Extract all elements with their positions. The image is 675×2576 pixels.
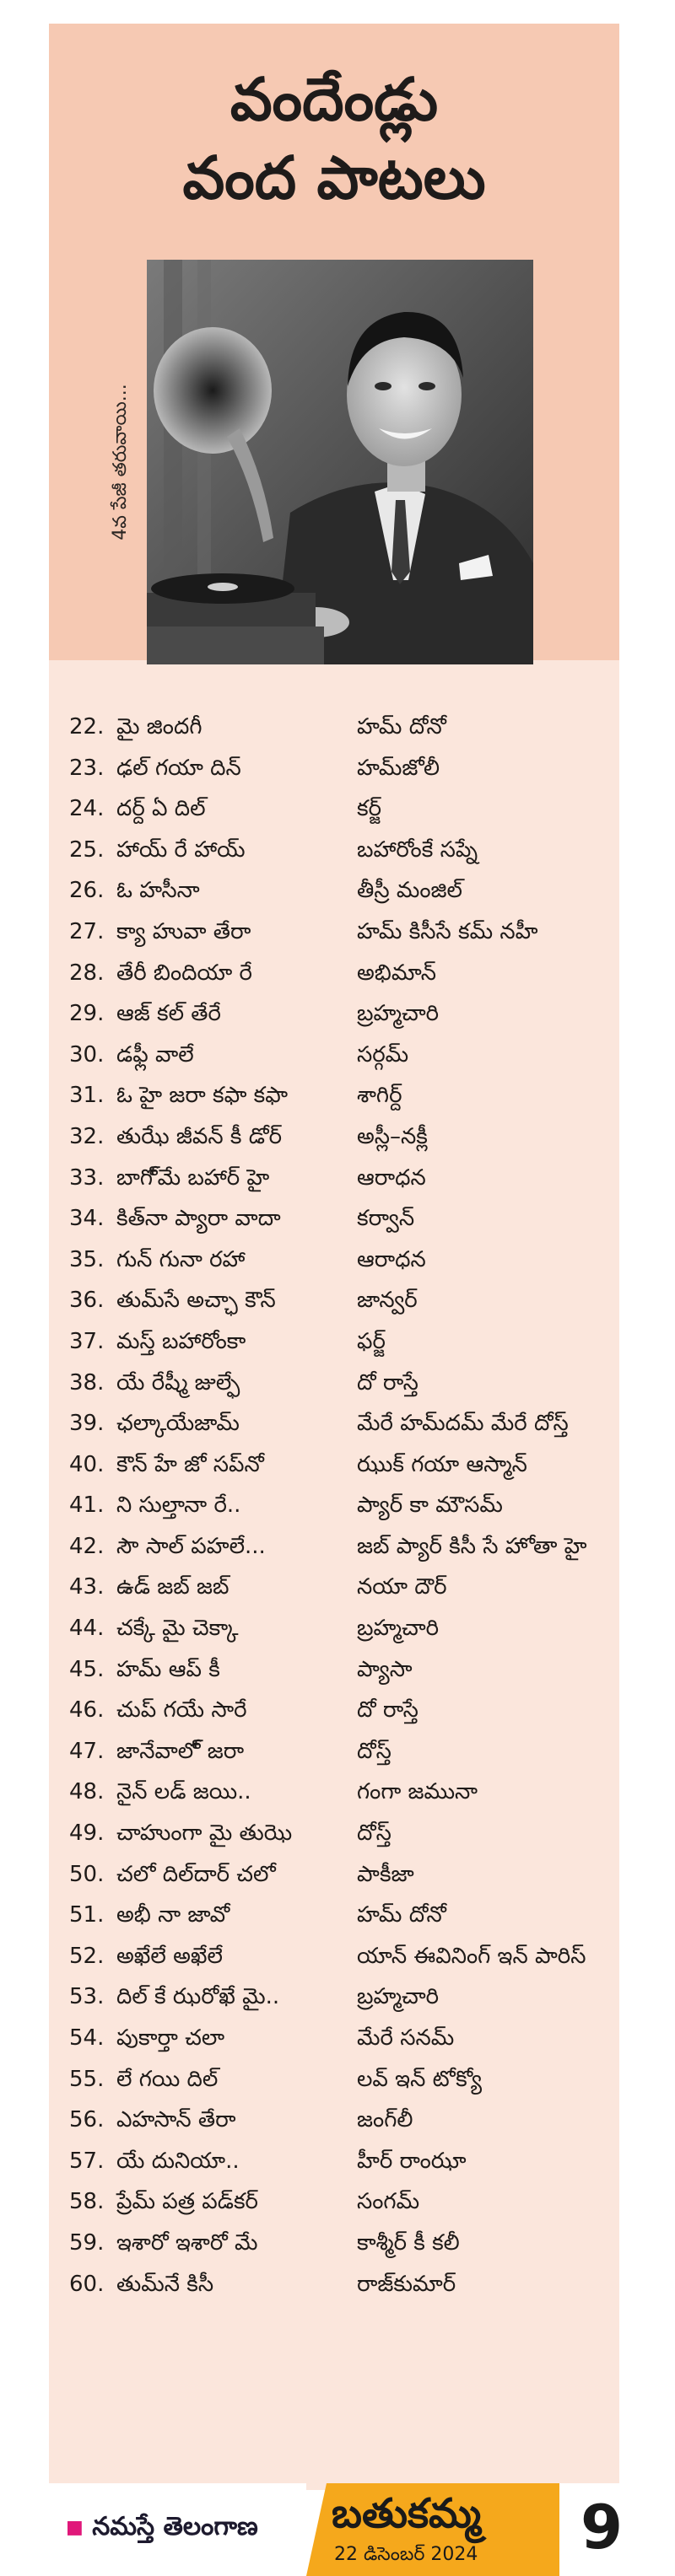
song-row — [49, 993, 619, 1035]
film-title: ఝుక్ గయా ఆస్మాన్ — [357, 1451, 527, 1477]
song-number: 51. — [69, 1902, 105, 1928]
film-title: దోస్త్ — [357, 1738, 392, 1764]
film-title: హీర్ రాంఝా — [357, 2148, 467, 2174]
song-title: కౌన్ హే జో సప్‌నో — [116, 1451, 264, 1477]
song-row — [49, 2100, 619, 2141]
film-title: దో రాస్తే — [357, 1697, 418, 1724]
song-number: 55. — [69, 2066, 105, 2092]
article-header — [49, 24, 619, 660]
song-number: 36. — [69, 1288, 105, 1314]
song-title: చాహుంగా మై తుఝె — [116, 1820, 293, 1847]
song-title: ని సుల్తానా రే.. — [116, 1492, 241, 1519]
song-row — [49, 1690, 619, 1731]
page-footer — [49, 2483, 675, 2576]
song-title: అభీ నా జావో — [116, 1902, 230, 1928]
film-title: హమ్‌జోలీ — [357, 755, 440, 781]
film-title: బ్రహ్మచారి — [357, 1984, 440, 2010]
song-title: మస్త్ బహారోంకా — [116, 1328, 246, 1354]
song-row — [49, 2141, 619, 2182]
song-number: 25. — [69, 836, 105, 863]
film-title: హమ్ కిసీసే కమ్ నహీ — [357, 918, 538, 944]
song-row — [49, 1444, 619, 1486]
film-title: గంగా జమునా — [357, 1779, 478, 1805]
song-row — [49, 1240, 619, 1281]
film-title: బ్రహ్మచారి — [357, 1001, 440, 1027]
song-title: చక్కే మై చెక్కా — [116, 1616, 239, 1642]
song-title: చుప్ గయే సారే — [116, 1697, 247, 1724]
song-number: 35. — [69, 1246, 105, 1272]
song-list — [49, 707, 619, 2304]
section-name: బతుకమ్మ — [332, 2490, 482, 2537]
song-number: 52. — [69, 1943, 105, 1969]
song-row — [49, 1772, 619, 1813]
song-number: 23. — [69, 755, 105, 781]
song-row — [49, 1158, 619, 1199]
song-number: 22. — [69, 714, 105, 739]
song-row — [49, 1649, 619, 1691]
song-row — [49, 870, 619, 912]
film-title: అస్లీ–నక్లీ — [357, 1123, 428, 1149]
film-title: కాశ్మీర్ కీ కలీ — [357, 2229, 460, 2256]
singer-photo — [147, 260, 533, 664]
song-number: 33. — [69, 1164, 105, 1191]
song-row — [49, 1485, 619, 1526]
song-title: లే గయి దిల్ — [116, 2066, 219, 2092]
article-page — [49, 24, 619, 2490]
song-number: 54. — [69, 2025, 105, 2051]
song-number: 44. — [69, 1616, 105, 1642]
song-row — [49, 1936, 619, 1977]
song-number: 59. — [69, 2229, 105, 2256]
headline-line-1: వందేండ్లు — [230, 65, 439, 134]
song-row — [49, 830, 619, 871]
song-title: హాయ్ రే హాయ్ — [116, 836, 246, 863]
song-title: ఓ హై జరా కఫా కఫా — [116, 1083, 289, 1109]
continuation-caption: 4వ పేజీ తరువాయి... — [110, 384, 131, 540]
song-number: 40. — [69, 1451, 105, 1477]
song-row — [49, 1526, 619, 1568]
song-number: 32. — [69, 1123, 105, 1149]
film-title: మేరే సనమ్ — [357, 2025, 455, 2051]
song-row — [49, 1976, 619, 2018]
song-row — [49, 1731, 619, 1772]
film-title: ఆరాధన — [357, 1246, 426, 1272]
film-title: శాగిర్ద్ — [357, 1083, 402, 1109]
song-title: ఛల్కాయేజామ్ — [116, 1411, 240, 1437]
song-title: కిత్‌నా ప్యారా వాదా — [116, 1206, 281, 1232]
film-title: తీస్రీ మంజిల్ — [357, 878, 462, 904]
song-number: 56. — [69, 2107, 105, 2133]
song-number: 29. — [69, 1001, 105, 1027]
song-title: మై జిందగీ — [116, 714, 202, 739]
song-number: 38. — [69, 1369, 105, 1396]
song-title: తుఝే జీవన్ కీ డోర్ — [116, 1123, 283, 1149]
song-row — [49, 1075, 619, 1116]
song-number: 48. — [69, 1779, 105, 1805]
song-title: జానేవాలో్ జరా — [116, 1738, 245, 1764]
song-number: 42. — [69, 1533, 105, 1559]
song-title: డఫ్లీ వాలే — [116, 1041, 194, 1068]
song-row — [49, 707, 619, 748]
film-title: లవ్ ఇన్ టోక్యో — [357, 2066, 482, 2092]
song-row — [49, 2223, 619, 2264]
song-number: 57. — [69, 2148, 105, 2174]
song-number: 53. — [69, 1984, 105, 2010]
song-row — [49, 1854, 619, 1896]
film-title: బహారోంకే సప్నే — [357, 836, 478, 863]
film-title: బ్రహ్మచారి — [357, 1616, 440, 1642]
song-row — [49, 1813, 619, 1854]
song-title: ఇశారో ఇశారో మే — [116, 2229, 258, 2256]
song-title: నైన్ లడ్ జయి.. — [116, 1779, 251, 1805]
song-title: అఖేలే అఖేలే — [116, 1943, 223, 1969]
song-row — [49, 2059, 619, 2100]
film-title: సర్గమ్ — [357, 1041, 409, 1068]
film-title: జబ్ ప్యార్ కిసీ సే హోతా హై — [357, 1533, 587, 1559]
page-number: 9 — [580, 2492, 624, 2563]
song-row — [49, 748, 619, 789]
song-number: 58. — [69, 2189, 105, 2215]
song-number: 60. — [69, 2271, 105, 2297]
song-number: 27. — [69, 918, 105, 944]
film-title: కర్జ్ — [357, 796, 381, 822]
song-row — [49, 2264, 619, 2305]
song-number: 47. — [69, 1738, 105, 1764]
footer-brand-area — [49, 2483, 306, 2576]
song-title: దర్ద్ ఏ దిల్ — [116, 796, 206, 822]
song-number: 31. — [69, 1083, 105, 1109]
song-row — [49, 788, 619, 830]
song-title: ఢల్ గయా దిన్ — [116, 755, 241, 781]
film-title: ప్యార్ కా మౌసమ్ — [357, 1492, 503, 1519]
song-title: చలో దిల్‌దార్ చలో — [116, 1861, 276, 1887]
song-row — [49, 1280, 619, 1321]
film-title: జాన్వర్ — [357, 1288, 418, 1314]
film-title: అభిమాన్ — [357, 960, 437, 986]
song-title: ఎహసాన్ తేరా — [116, 2107, 236, 2133]
film-title: ఆరాధన — [357, 1164, 426, 1191]
song-number: 45. — [69, 1656, 105, 1682]
song-row — [49, 953, 619, 994]
song-title: పుకార్తా చలా — [116, 2025, 225, 2051]
song-number: 30. — [69, 1041, 105, 1068]
film-title: కర్వాన్ — [357, 1206, 415, 1232]
song-row — [49, 1363, 619, 1404]
film-title: దో రాస్తే — [357, 1369, 418, 1396]
song-title: ఆజ్ కల్ తేరే — [116, 1001, 221, 1027]
song-title: తుమ్‌నే కిసీ — [116, 2271, 214, 2297]
song-title: ఉడ్ జబ్ జబ్ — [116, 1574, 230, 1600]
song-number: 41. — [69, 1492, 105, 1519]
song-title: బాగో్‌మే బహార్ హై — [116, 1164, 270, 1191]
song-number: 26. — [69, 878, 105, 904]
film-title: పాకీజా — [357, 1861, 414, 1887]
song-number: 49. — [69, 1820, 105, 1847]
song-row — [49, 2181, 619, 2223]
song-title: యే దునియా.. — [116, 2148, 240, 2174]
song-row — [49, 1035, 619, 1076]
issue-date: 22 డిసెంబర్ 2024 — [334, 2544, 478, 2565]
song-number: 39. — [69, 1411, 105, 1437]
song-number: 43. — [69, 1574, 105, 1600]
film-title: హమ్ దోనో — [357, 714, 446, 739]
song-title: యే రేష్మీ జుల్ఫే — [116, 1369, 240, 1396]
film-title: హమ్ దోనో — [357, 1902, 446, 1928]
film-title: దోస్త్ — [357, 1820, 392, 1847]
song-title: గున్ గునా రహా — [116, 1246, 246, 1272]
film-title: నయా దౌర్ — [357, 1574, 447, 1600]
song-row — [49, 1321, 619, 1363]
song-title: హమ్ ఆప్ కీ — [116, 1656, 220, 1682]
song-title: ప్రేమ్ పత్ర పడ్‌కర్ — [116, 2189, 258, 2215]
song-title: తేరీ బిందియా రే — [116, 960, 252, 986]
song-title: క్యా హువా తేరా — [116, 918, 251, 944]
song-number: 24. — [69, 796, 105, 822]
song-number: 50. — [69, 1861, 105, 1887]
film-title: ఫర్జ్ — [357, 1328, 386, 1354]
song-title: తుమ్‌సే అచ్ఛా కౌన్ — [116, 1288, 276, 1314]
song-row — [49, 1608, 619, 1649]
song-title: ఓ హసీనా — [116, 878, 200, 904]
brand-name: నమస్తే తెలంగాణ — [92, 2512, 258, 2541]
song-number: 37. — [69, 1328, 105, 1354]
film-title: జంగ్‌లీ — [357, 2107, 413, 2133]
song-row — [49, 2018, 619, 2059]
film-title: రాజ్‌కుమార్ — [357, 2271, 456, 2297]
singer-with-gramophone-illustration — [147, 260, 533, 664]
film-title: ప్యాసా — [357, 1656, 413, 1682]
song-row — [49, 1403, 619, 1444]
song-number: 34. — [69, 1206, 105, 1232]
song-row — [49, 1567, 619, 1608]
song-row — [49, 1116, 619, 1158]
newspaper-brand — [66, 2512, 258, 2547]
headline-line-2: వంద పాటలు — [182, 143, 486, 212]
song-row — [49, 912, 619, 953]
song-row — [49, 1198, 619, 1240]
song-number: 28. — [69, 960, 105, 986]
song-number: 46. — [69, 1697, 105, 1724]
film-title: సంగమ్ — [357, 2189, 420, 2215]
film-title: మేరే హమ్‌దమ్ మేరే దోస్త్ — [357, 1411, 569, 1437]
film-title: యాన్ ఈవినింగ్ ఇన్ పారిస్ — [357, 1943, 586, 1969]
song-title: దిల్ కే ఝరోఖే మై.. — [116, 1984, 280, 2010]
song-row — [49, 1895, 619, 1936]
brand-bullet-icon: ■ — [66, 2517, 84, 2538]
song-title: సౌ సాల్ పహలే... — [116, 1533, 266, 1559]
